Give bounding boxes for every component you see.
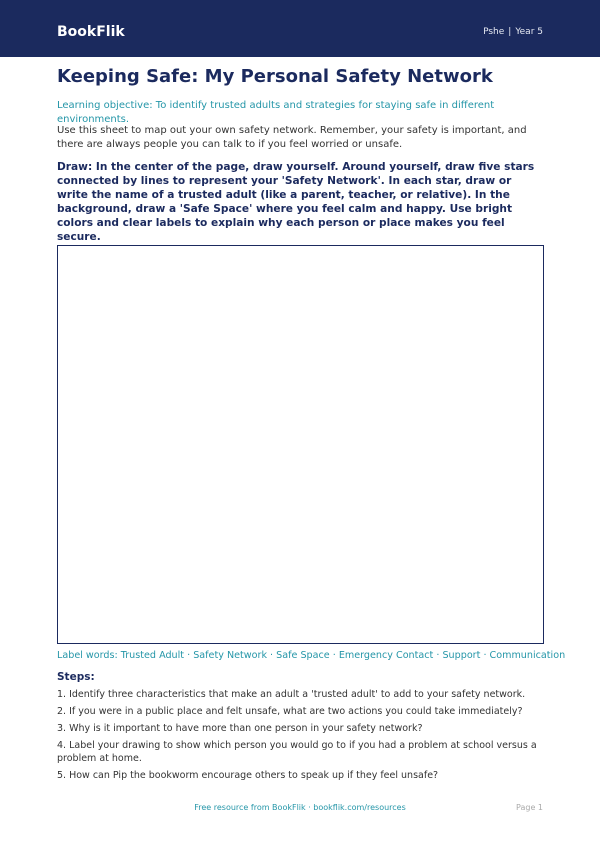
label-words: Label words: Trusted Adult · Safety Network · Safe Space · Emergency Contact · Support · Communication	[57, 650, 566, 661]
draw-instructions: Draw: In the center of the page, draw yourself. Around yourself, draw five stars connected by lines to represent your 'Safety Network'. In each star, draw or write the name of a trusted adult (like a parent, teacher, or relative). In the background, draw a 'Safe Space' where you feel calm and happy. Use bright colors and clear labels to explain why each person or place makes you feel secure.	[57, 161, 535, 243]
header-bar	[0, 0, 600, 57]
step-item: 1. Identify three characteristics that make an adult a 'trusted adult' to add to your safety network.	[57, 689, 526, 700]
step-item: 2. If you were in a public place and felt unsafe, what are two actions you could take immediately?	[57, 706, 523, 717]
page-title: Keeping Safe: My Personal Safety Network	[57, 66, 493, 87]
header-meta	[483, 25, 543, 39]
drawing-area[interactable]	[57, 245, 544, 644]
page-number: Page 1	[516, 803, 543, 812]
step-item: 5. How can Pip the bookworm encourage others to speak up if they feel unsafe?	[57, 770, 439, 781]
steps-heading: Steps:	[57, 671, 95, 683]
intro-text: Use this sheet to map out your own safety network. Remember, your safety is important, and there are always people you can talk to if you feel worried or unsafe.	[57, 125, 527, 150]
meta-separator: |	[508, 27, 512, 37]
steps-list	[57, 688, 547, 786]
footer	[0, 802, 600, 816]
step-item: 3. Why is it important to have more than one person in your safety network?	[57, 723, 423, 734]
year-label: Year 5	[515, 27, 543, 37]
footer-credit-link[interactable]: Free resource from BookFlik · bookflik.com/resources	[194, 803, 406, 812]
step-item: 4. Label your drawing to show which person you would go to if you had a problem at school versus a problem at home.	[57, 740, 537, 764]
brand-logo[interactable]: BookFlik	[57, 24, 125, 40]
subject-label: Pshe	[483, 27, 505, 37]
learning-objective: Learning objective: To identify trusted adults and strategies for staying safe in different environments.	[57, 100, 495, 125]
